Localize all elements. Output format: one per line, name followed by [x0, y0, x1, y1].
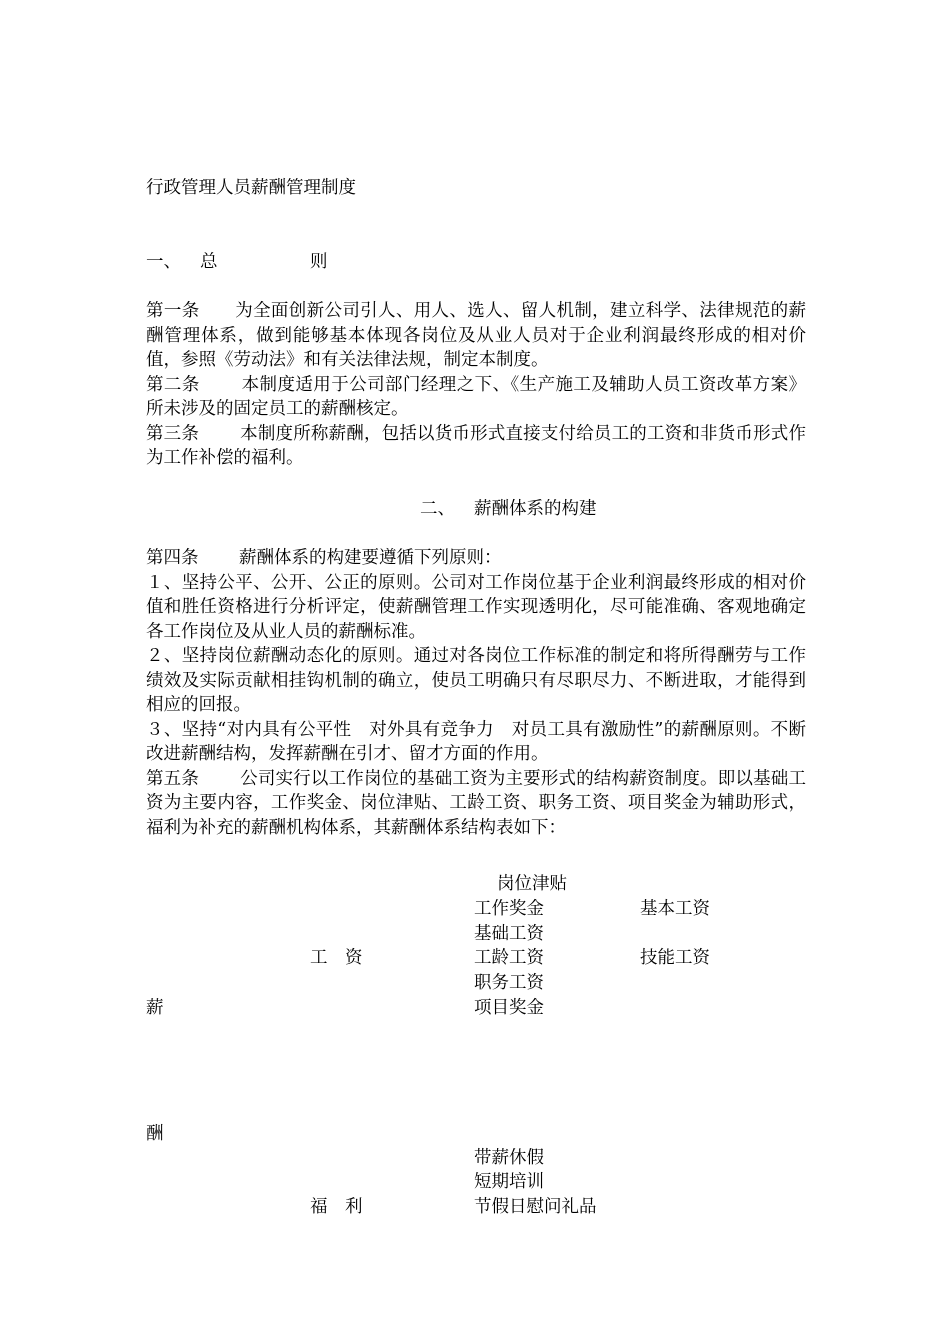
section-2-number: 二、: [420, 499, 455, 519]
structure-subitem-skill-wage: 技能工资: [640, 948, 710, 968]
article-5: 第五条 公司实行以工作岗位的基础工资为主要形式的结构薪资制度。即以基础工资为主要内容，工作奖金、岗位津贴、工龄工资、职务工资、项目奖金为辅助形式，福利为补充的薪酬机构体系，其薪酬体系结构表如下：: [146, 768, 806, 838]
structure-item-position-allowance: 岗位津贴: [497, 874, 567, 894]
articles-group-1: [146, 299, 806, 471]
principle-1: １、坚持公平、公开、公正的原则。公司对工作岗位基于企业利润最终形成的相对价值和胜任资格进行分析评定，使薪酬管理工作实现透明化，尽可能准确、客观地确定各工作岗位及从业人员的薪酬标准。: [146, 572, 806, 642]
article-3: 第三条 本制度所称薪酬，包括以货币形式直接支付给员工的工资和非货币形式作为工作补偿的福利。: [146, 423, 806, 468]
article-4: 第四条 薪酬体系的构建要遵循下列原则：: [146, 548, 502, 568]
document-title: 行政管理人员薪酬管理制度: [146, 178, 356, 198]
structure-item-base-wage: 基础工资: [474, 924, 544, 944]
structure-root-bottom: 酬: [146, 1124, 164, 1144]
structure-label-welfare: 福 利: [310, 1197, 363, 1217]
section-2-heading: 薪酬体系的构建: [474, 499, 597, 519]
section-1-number: 一、: [146, 252, 181, 272]
principle-2: ２、坚持岗位薪酬动态化的原则。通过对各岗位工作标准的制定和将所得酬劳与工作绩效及实际贡献相挂钩机制的确立，使员工明确只有尽职尽力、不断进取，才能得到相应的回报。: [146, 646, 806, 715]
structure-item-short-training: 短期培训: [474, 1172, 544, 1192]
structure-item-paid-leave: 带薪休假: [474, 1148, 544, 1168]
article-1: 第一条 为全面创新公司引人、用人、选人、留人机制，建立科学、法律规范的薪酬管理体系，做到能够基本体现各岗位及从业人员对于企业利润最终形成的相对价值，参照《劳动法》和有关法律法规，制定本制度。: [146, 301, 806, 370]
structure-item-seniority-wage: 工龄工资: [474, 948, 544, 968]
structure-item-position-wage: 职务工资: [474, 973, 544, 993]
structure-item-work-bonus: 工作奖金: [474, 899, 544, 919]
principle-3: ３、坚持“对内具有公平性 对外具有竞争力 对员工具有激励性”的薪酬原则。不断改进薪酬结构，发挥薪酬在引才、留才方面的作用。: [146, 719, 806, 764]
section-1-heading-part2: 则: [310, 252, 328, 272]
structure-subitem-basic-wage: 基本工资: [640, 899, 710, 919]
structure-item-holiday-gifts: 节假日慰问礼品: [474, 1197, 597, 1217]
section-1-heading-part1: 总: [200, 252, 218, 272]
articles-group-2: [146, 546, 806, 840]
article-2: 第二条 本制度适用于公司部门经理之下、《生产施工及辅助人员工资改革方案》所未涉及的固定员工的薪酬核定。: [146, 374, 806, 419]
structure-root-top: 薪: [146, 998, 164, 1018]
structure-label-wage: 工 资: [310, 948, 363, 968]
structure-item-project-bonus: 项目奖金: [474, 998, 544, 1018]
